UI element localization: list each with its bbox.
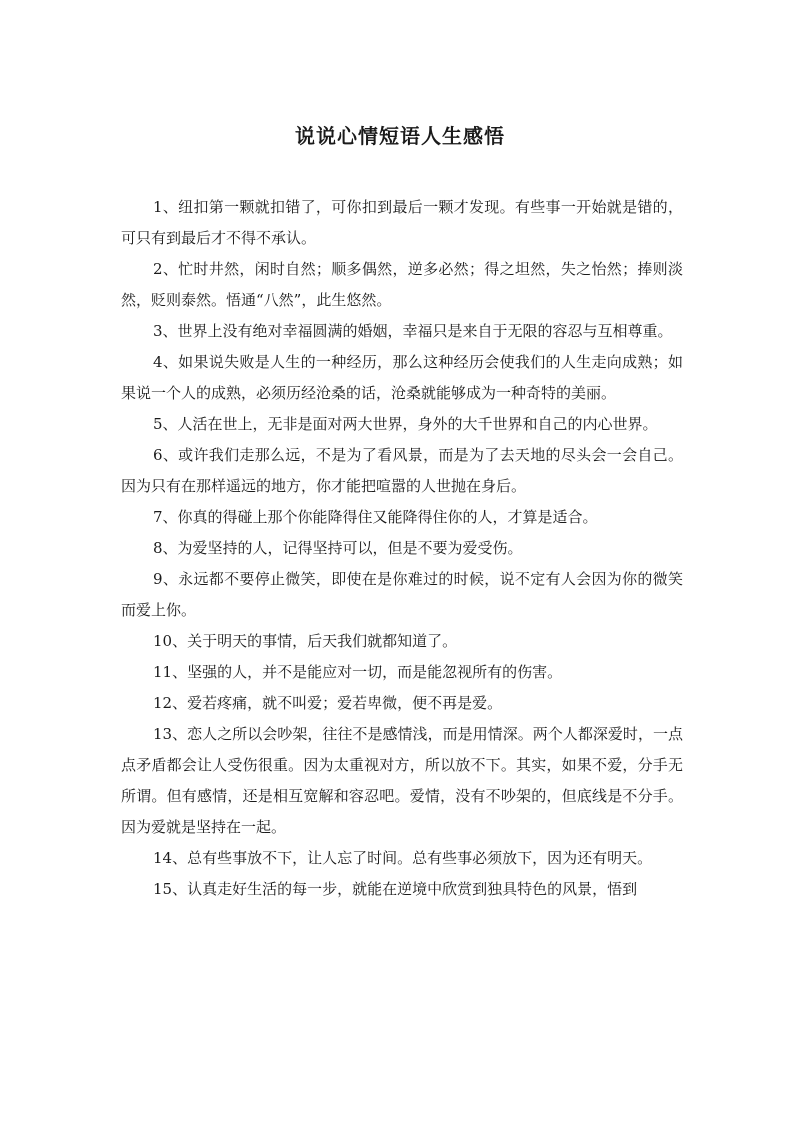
paragraph-7: 7、你真的得碰上那个你能降得住又能降得住你的人，才算是适合。 [153, 508, 598, 526]
document-title: 说说心情短语人生感悟 [295, 124, 505, 148]
paragraph-5: 5、人活在世上，无非是面对两大世界，身外的大千世界和自己的内心世界。 [153, 415, 658, 433]
paragraph-1: 1、纽扣第一颗就扣错了，可你扣到最后一颗才发现。有些事一开始就是错的，可只有到最后才不得不承认。 [121, 198, 683, 247]
paragraph-11: 11、坚强的人，并不是能应对一切，而是能忽视所有的伤害。 [153, 663, 563, 681]
paragraph-14: 14、总有些事放不下，让人忘了时间。总有些事必须放下，因为还有明天。 [153, 849, 653, 867]
paragraph-13: 13、恋人之所以会吵架，往往不是感情浅，而是用情深。两个人都深爱时，一点点矛盾都会让人受伤很重。因为太重视对方，所以放不下。其实，如果不爱，分手无所谓。但有感情，还是相互宽解和容忍吧。爱情，没有不吵架的，但底线是不分手。因为爱就是坚持在一起。 [121, 725, 683, 836]
paragraph-3: 3、世界上没有绝对幸福圆满的婚姻，幸福只是来自于无限的容忍与互相尊重。 [153, 322, 673, 340]
paragraph-4: 4、如果说失败是人生的一种经历，那么这种经历会使我们的人生走向成熟；如果说一个人的成熟，必须历经沧桑的话，沧桑就能够成为一种奇特的美丽。 [121, 353, 683, 402]
paragraph-8: 8、为爱坚持的人，记得坚持可以，但是不要为爱受伤。 [153, 539, 523, 557]
document-body [121, 192, 683, 905]
paragraph-12: 12、爱若疼痛，就不叫爱；爱若卑微，便不再是爱。 [153, 694, 503, 712]
paragraph-15: 15、认真走好生活的每一步，就能在逆境中欣赏到独具特色的风景，悟到 [153, 880, 638, 898]
paragraph-6: 6、或许我们走那么远，不是为了看风景，而是为了去天地的尽头会一会自己。因为只有在那样遥远的地方，你才能把喧嚣的人世抛在身后。 [121, 446, 683, 495]
paragraph-9: 9、永远都不要停止微笑，即使在是你难过的时候，说不定有人会因为你的微笑而爱上你。 [121, 570, 683, 619]
paragraph-2: 2、忙时井然，闲时自然；顺多偶然，逆多必然；得之坦然，失之怡然；捧则淡然，贬则泰然。悟通“八然”，此生悠然。 [121, 260, 683, 309]
paragraph-10: 10、关于明天的事情，后天我们就都知道了。 [153, 632, 458, 650]
